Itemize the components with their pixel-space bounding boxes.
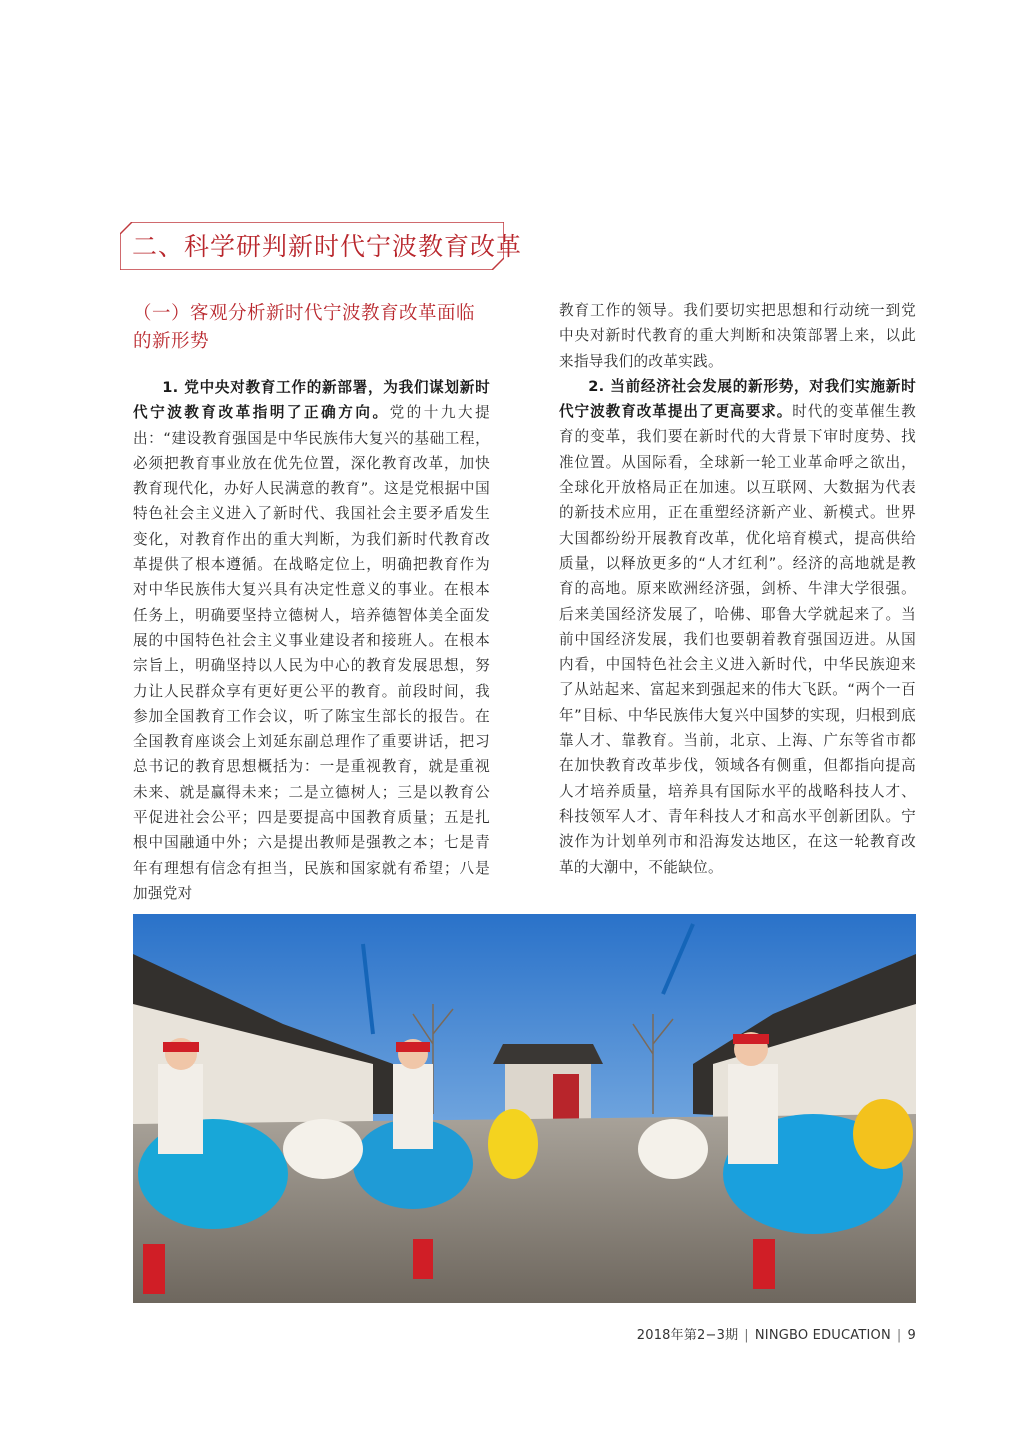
subsection-title: （一）客观分析新时代宁波教育改革面临的新形势 — [133, 303, 476, 352]
paragraph-body: 党的十九大提出：“建设教育强国是中华民族伟大复兴的基础工程，必须把教育事业放在优先位置，深化教育改革，加快教育现代化，办好人民满意的教育”。这是党根据中国特色社会主义进入了新时代、我国社会主要矛盾发生变化，对教育作出的重大判断，为我们新时代教育改革提供了根本遵循。在战略定位上，明确把教育作为对中华民族伟大复兴具有决定性意义的事业。在根本任务上，明确要坚持立德树人，培养德智体美全面发展的中国特色社会主义事业建设者和接班人。在根本宗旨上，明确坚持以人民为中心的教育发展思想，努力让人民群众享有更好更公平的教育。前段时间，我参加全国教育工作会议，听了陈宝生部长的报告。在全国教育座谈会上刘延东副总理作了重要讲话，把习总书记的教育思想概括为：一是重视教育，就是重视未来、就是赢得未来；二是立德树人；三是以教育公平促进社会公平；四是要提高中国教育质量；五是扎根中国融通中外；六是提出教师是强教之本；七是青年有理想有信念有担当，民族和国家就有希望；八是加强党对 — [133, 404, 490, 902]
paragraph-lead: 1. 党中央对教育工作的新部署，为我们谋划新时代宁波教育改革指明了正确方向。 — [133, 379, 490, 422]
section-title: 二、科学研判新时代宁波教育改革 — [132, 232, 523, 261]
right-column — [559, 298, 916, 880]
issue-label: 2018年第2−3期 — [636, 1328, 739, 1343]
footer-divider: | — [744, 1328, 749, 1343]
paragraph — [133, 375, 490, 906]
paragraph: 教育工作的领导。我们要切实把思想和行动统一到党中央对新时代教育的重大判断和决策部署上来，以此来指导我们的改革实践。 — [559, 302, 916, 370]
page-footer — [637, 1324, 916, 1343]
page-number: 9 — [907, 1328, 916, 1343]
footer-divider: | — [896, 1328, 902, 1343]
paragraph-lead: 2. 当前经济社会发展的新形势，对我们实施新时代宁波教育改革提出了更高要求。 — [559, 377, 916, 421]
left-column — [133, 375, 490, 906]
dance-performance-photo — [133, 914, 916, 1303]
paragraph-body: 时代的变革催生教育的变革，我们要在新时代的大背景下审时度势、找准位置。从国际看，全球新一轮工业革命呼之欲出，全球化开放格局正在加速。以互联网、大数据为代表的新技术应用，正在重塑经济新产业、新模式。世界大国都纷纷开展教育改革，优化培育模式，提高供给质量，以释放更多的“人才红利”。经济的高地就是教育的高地。原来欧洲经济强，剑桥、牛津大学很强。后来美国经济发展了，哈佛、耶鲁大学就起来了。当前中国经济发展，我们也要朝着教育强国迈进。从国内看，中国特色社会主义进入新时代，中华民族迎来了从站起来、富起来到强起来的伟大飞跃。“两个一百年”目标、中华民族伟大复兴中国梦的实现，归根到底靠人才、靠教育。当前，北京、上海、广东等省市都在加快教育改革步伐，领域各有侧重，但都指向提高人才培养质量，培养具有国际水平的战略科技人才、科技领军人才、青年科技人才和高水平创新团队。宁波作为计划单列市和沿海发达地区，在这一轮教育改革的大潮中，不能缺位。 — [559, 403, 916, 876]
brand-label: NINGBO EDUCATION — [754, 1328, 891, 1343]
paragraph — [559, 374, 916, 880]
